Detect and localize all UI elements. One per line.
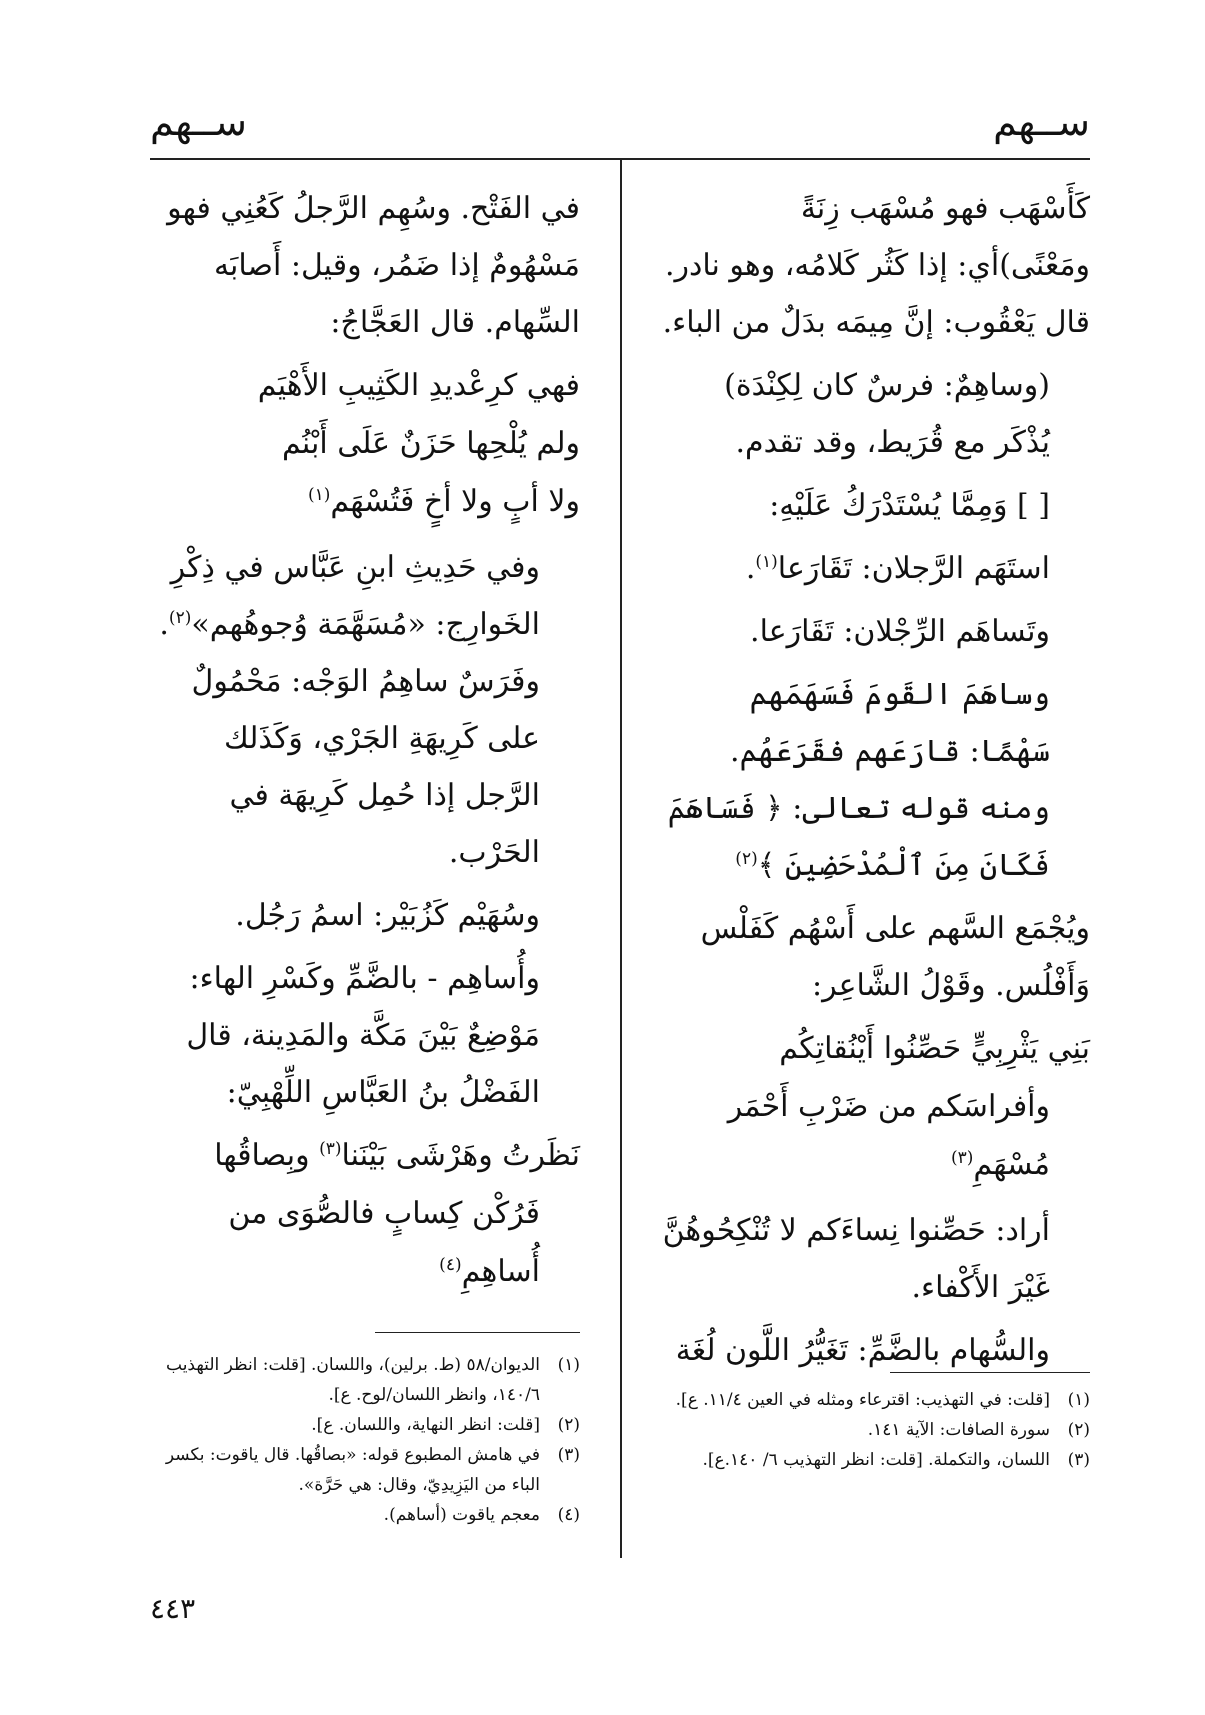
- verse-text: وأفراسَكم من ضَرْبِ أَحْمَر مُسْهَمِ: [727, 1089, 1050, 1182]
- footnote-text: في هامش المطبوع قوله: «بصاقُها. قال ياقوت: بكسر الباء من اليَزِيدِيّ، وقال: هي حَرَّة».: [165, 1445, 540, 1495]
- entry-paragraph: في الفَتْح. وسُهِم الرَّجلُ كَعُنِي فهو مَسْهُومٌ إذا ضَمُر، وقيل: أَصابَه السِّهام. قال العَجَّاجُ:: [167, 191, 580, 340]
- footnote-number: (٣): [557, 1445, 580, 1465]
- entry-paragraph: (وساهِمٌ: فرسٌ كان لِكِنْدَة) يُذْكَر مع قُرَيط، وقد تقدم.: [724, 368, 1050, 460]
- poetry-verse: [150, 357, 580, 531]
- footnote-marker: (٤): [439, 1255, 462, 1275]
- entry-paragraph: والسُّهام بالضَّمِّ: تَغَيُّرُ اللَّون لُغَة: [675, 1333, 1050, 1368]
- verse-line: [660, 1078, 1090, 1194]
- footnote-text: معجم ياقوت (أساهم).: [383, 1505, 540, 1525]
- running-head-right: ســهم: [993, 100, 1090, 144]
- poetry-verse: [660, 1020, 1090, 1194]
- paragraph-text: وفي حَدِيثِ ابنِ عَبَّاس في ذِكْرِ الخَوارِج: «مُسَهَّمَة وُجوهُهم»: [170, 550, 540, 642]
- footnote-text: سورة الصافات: الآية ١٤١.: [867, 1420, 1050, 1440]
- footnote: [150, 1350, 580, 1410]
- verse-text: وبِصاقُها: [214, 1138, 320, 1173]
- footnote-number: (٤): [557, 1505, 580, 1525]
- verse-line: [150, 473, 580, 531]
- footnote: [660, 1445, 1090, 1475]
- poetry-verse: [150, 1127, 580, 1301]
- footnote-text: الديوان/٥٨ (ط. برلين)، واللسان. [قلت: انظر التهذيب ١٤٠/٦، وانظر اللسان/لوح. ع].: [166, 1355, 540, 1405]
- footnote-number: (١): [1067, 1390, 1090, 1410]
- footnote-number: (١): [557, 1355, 580, 1375]
- paragraph-text: . وفَرَسٌ ساهِمُ الوَجْه: مَحْمُولٌ على كَرِيهَةِ الجَرْي، وَكَذَلك الرَّجل إذا حُمِل كَرِيهَة في الحَرْب.: [159, 607, 540, 870]
- addendum-heading: [ ] وَمِمَّا يُسْتَدْرَكُ عَلَيْهِ:: [769, 488, 1050, 523]
- footnote-number: (٢): [1067, 1420, 1090, 1440]
- footnote-marker: (٣): [319, 1139, 342, 1159]
- entry-paragraph: وتَساهَم الرِّجْلان: تَقَارَعا.: [750, 614, 1050, 649]
- column-divider: [620, 158, 622, 1558]
- entry-paragraph: [150, 539, 580, 881]
- verse-line: [150, 1185, 580, 1301]
- footnote-rule-left: [375, 1332, 580, 1333]
- verse-text: ولا أبٍ ولا أخٍ فَتُسْهَم: [330, 484, 580, 519]
- footnote-rule-right: [890, 1372, 1090, 1373]
- footnote-marker: (١): [755, 552, 778, 572]
- entry-paragraph: أراد: حَصِّنوا نِساءَكم لا تُنْكِحُوهُنَّ غَيْرَ الأَكْفاء.: [662, 1213, 1050, 1305]
- footnote-marker: (١): [308, 485, 331, 505]
- verse-line: [150, 1127, 580, 1185]
- left-column: [150, 180, 580, 1309]
- verse-line: بَنِي يَثْرِبِيٍّ حَصِّنُوا أَيْنُقاتِكُم: [779, 1031, 1090, 1066]
- footnote: [150, 1500, 580, 1530]
- entry-paragraph: وأُساهِم - بالضَّمِّ وكَسْرِ الهاء: مَوْضِعٌ بَيْنَ مَكَّة والمَدِينة، قال الفَضْلُ بنُ العَبَّاسِ اللِّهْبِيّ:: [186, 961, 540, 1110]
- footnote-marker: (٢): [168, 608, 192, 628]
- footnote: [150, 1410, 580, 1440]
- verse-text: نَظَرتُ وهَرْشَى بَيْنَنا: [341, 1138, 580, 1173]
- page-number: ٤٤٣: [150, 1592, 196, 1625]
- verse-text: فَرُكْن كِسابٍ فالصُّوَى من أُساهِمِ: [228, 1196, 540, 1289]
- entry-paragraph: وسُهَيْم كَزُبَيْر: اسمُ رَجُل.: [235, 898, 540, 933]
- entry-paragraph: كَأَسْهَب فهو مُسْهَب زِنَةً ومَعْنًى)أي: إذا كَثُر كَلامُه، وهو نادر. قال يَعْقُوب: إنَّ مِيمَه بدَلٌ من الباء.: [662, 191, 1090, 340]
- verse-line: ولم يُلْحِها حَزَنٌ عَلَى أَبْنُم: [281, 426, 580, 461]
- paragraph-text: استَهَم الرَّجلان: تَقَارَعا: [777, 551, 1050, 586]
- footnote-number: (٣): [1067, 1450, 1090, 1470]
- entry-paragraph: [660, 540, 1090, 597]
- footnote-text: [قلت: في التهذيب: اقترعاء ومثله في العين ١١/٤. ع].: [675, 1390, 1050, 1410]
- footnote: [660, 1385, 1090, 1415]
- footnotes-right: [660, 1385, 1090, 1475]
- running-head-left: ســهم: [150, 100, 247, 144]
- footnote: [150, 1440, 580, 1500]
- footnote-text: [قلت: انظر النهاية، واللسان. ع].: [311, 1415, 540, 1435]
- right-column: [660, 180, 1090, 1385]
- footnote-text: اللسان، والتكملة. [قلت: انظر التهذيب ٦/ ١٤٠.ع].: [702, 1450, 1050, 1470]
- paragraph-text: .: [745, 551, 756, 586]
- paragraph-text: وساهَمَ القَومَ فَسَهَمَهم سَهْمًا: قارَعَهم فقَرَعَهُم. ومنه قوله تعالى: ﴿ فَسَاهَمَ فَكَانَ مِنَ ٱلْمُدْحَضِينَ ﴾: [667, 677, 1050, 883]
- entry-paragraph: ويُجْمَع السَّهم على أَسْهُم كَفَلْس وَأَفْلُس. وقَوْلُ الشَّاعِر:: [700, 911, 1090, 1003]
- footnotes-left: [150, 1350, 580, 1530]
- footnote-marker: (٣): [950, 1148, 974, 1168]
- verse-line: فهي كرِعْديدِ الكَثِيبِ الأَهْيَم: [257, 368, 580, 403]
- footnote-number: (٢): [557, 1415, 580, 1435]
- footnote-marker: (٢): [735, 849, 758, 869]
- entry-paragraph: [660, 666, 1090, 894]
- footnote: [660, 1415, 1090, 1445]
